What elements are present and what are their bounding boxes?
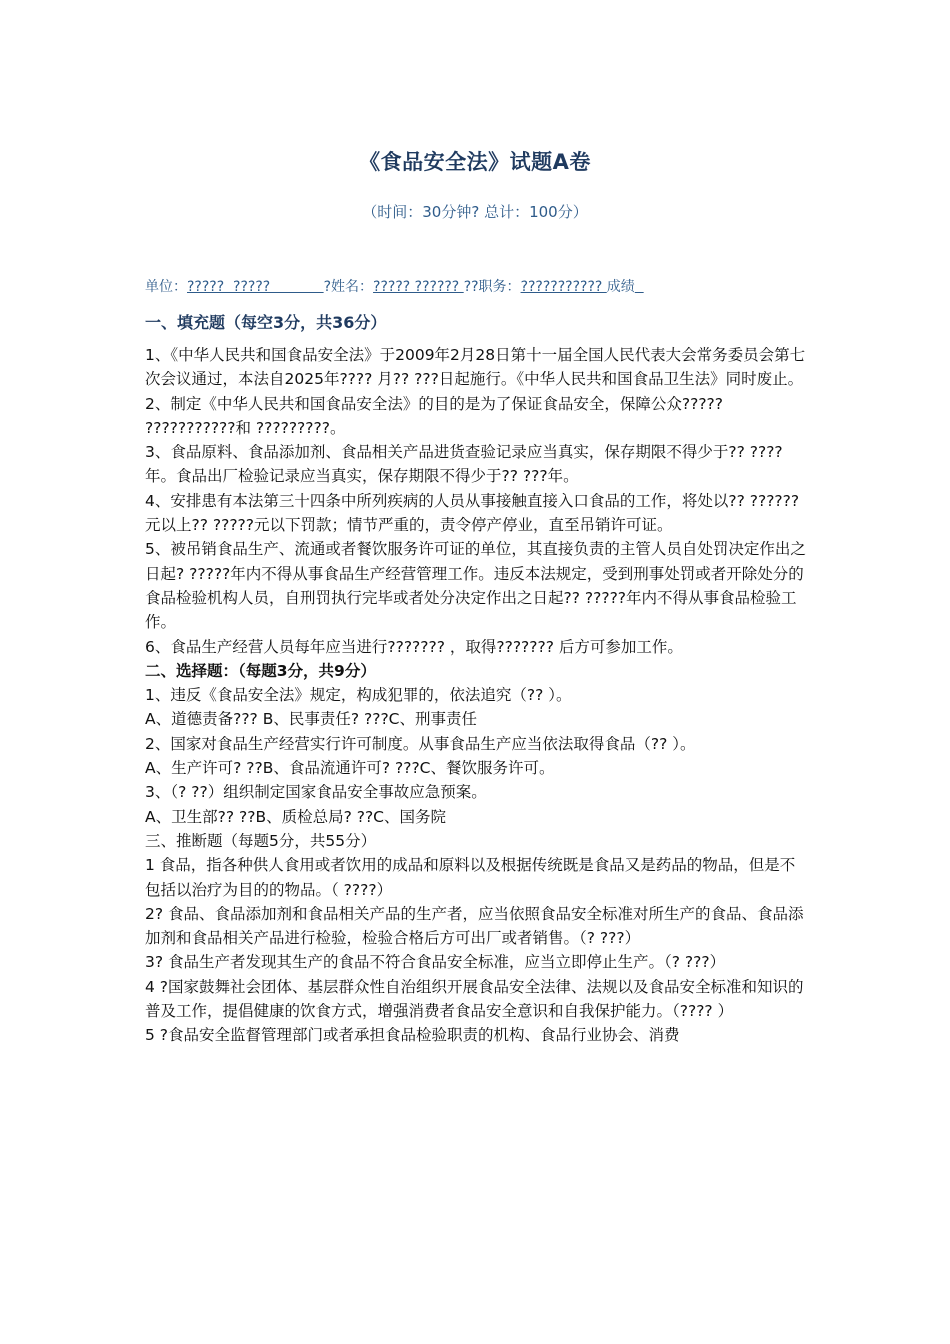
answer-options: A、卫生部?? ??B、质检总局? ??C、国务院: [145, 807, 447, 826]
question-item: 4、安排患有本法第三十四条中所列疾病的人员从事接触直接入口食品的工作，将处以?? ??????元以上?? ?????元以下罚款；情节严重的，责令停产停业，直至吊销许可证。: [145, 491, 800, 535]
duty-label: ??职务：: [463, 279, 521, 295]
doc-subtitle: （时间：30分钟? 总计：100分）: [362, 203, 588, 221]
section1-heading: 一、填充题（每空3分，共36分）: [145, 313, 387, 332]
section2-heading: 二、选择题：（每题3分，共9分）: [145, 661, 376, 680]
question-item: 3、（? ??）组织制定国家食品安全事故应急预案。: [145, 783, 487, 802]
duty-field: ???????????: [520, 279, 607, 295]
score-field: [635, 279, 644, 295]
question-item: 2、制定《中华人民共和国食品安全法》的目的是为了保证食品安全，保障公众????? ???????????和 ?????????。: [145, 394, 723, 437]
unit-label: 单位：: [145, 279, 187, 295]
question-item: 3? 食品生产者发现其生产的食品不符合食品安全标准，应当立即停止生产。（? ???）: [145, 953, 726, 972]
question-item: 5 ?食品安全监督管理部门或者承担食品检验职责的机构、食品行业协会、消费: [145, 1026, 680, 1045]
info-line: [145, 276, 815, 296]
name-label: ?姓名：: [323, 279, 374, 295]
question-item: 2、国家对食品生产经营实行许可制度。从事食品生产应当依法取得食品（?? ）。: [145, 734, 696, 753]
doc-body: [145, 309, 810, 1048]
question-item: 4 ?国家鼓舞社会团体、基层群众性自治组织开展食品安全法律、法规以及食品安全标准和知识的普及工作，提倡健康的饮食方式，增强消费者食品安全意识和自我保护能力。（???? ）: [145, 977, 804, 1021]
answer-options: A、生产许可? ??B、食品流通许可? ???C、餐饮服务许可。: [145, 759, 555, 778]
question-item: 1、《中华人民共和国食品安全法》于2009年2月28日第十一届全国人民代表大会常务委员会第七次会议通过，本法自2025年???? 月?? ???日起施行。《中华人民共和国食品卫生法》同时废止。: [145, 346, 806, 389]
unit-field: ????? ?????: [187, 279, 324, 295]
section3-heading: 三、推断题（每题5分，共55分）: [145, 831, 377, 850]
doc-title: 《食品安全法》试题A卷: [359, 150, 591, 174]
question-item: 5、被吊销食品生产、流通或者餐饮服务许可证的单位，其直接负责的主管人员自处罚决定作出之日起? ?????年内不得从事食品生产经营管理工作。违反本法规定，受到刑事处罚或者开除处分的食品检验机构人员，自刑罚执行完毕或者处分决定作出之日起?? ?????年内不得从事食品检验工作。: [145, 540, 806, 632]
question-item: 1、违反《食品安全法》规定，构成犯罪的，依法追究（?? ）。: [145, 686, 572, 705]
question-item: 2? 食品、食品添加剂和食品相关产品的生产者，应当依照食品安全标准对所生产的食品、食品添加剂和食品相关产品进行检验，检验合格后方可出厂或者销售。（? ???）: [145, 904, 804, 948]
score-label: 成绩: [606, 279, 635, 295]
question-item: 1 食品，指各种供人食用或者饮用的成品和原料以及根据传统既是食品又是药品的物品，但是不包括以治疗为目的的物品。（ ????）: [145, 856, 796, 899]
name-field: ????? ??????: [373, 279, 464, 295]
question-item: 6、食品生产经营人员每年应当进行??????? ，取得??????? 后方可参加工作。: [145, 637, 683, 656]
answer-options: A、道德责备??? B、民事责任? ???C、刑事责任: [145, 710, 478, 729]
question-item: 3、食品原料、食品添加剂、食品相关产品进货查验记录应当真实，保存期限不得少于?? ????年。食品出厂检验记录应当真实，保存期限不得少于?? ???年。: [145, 443, 783, 486]
